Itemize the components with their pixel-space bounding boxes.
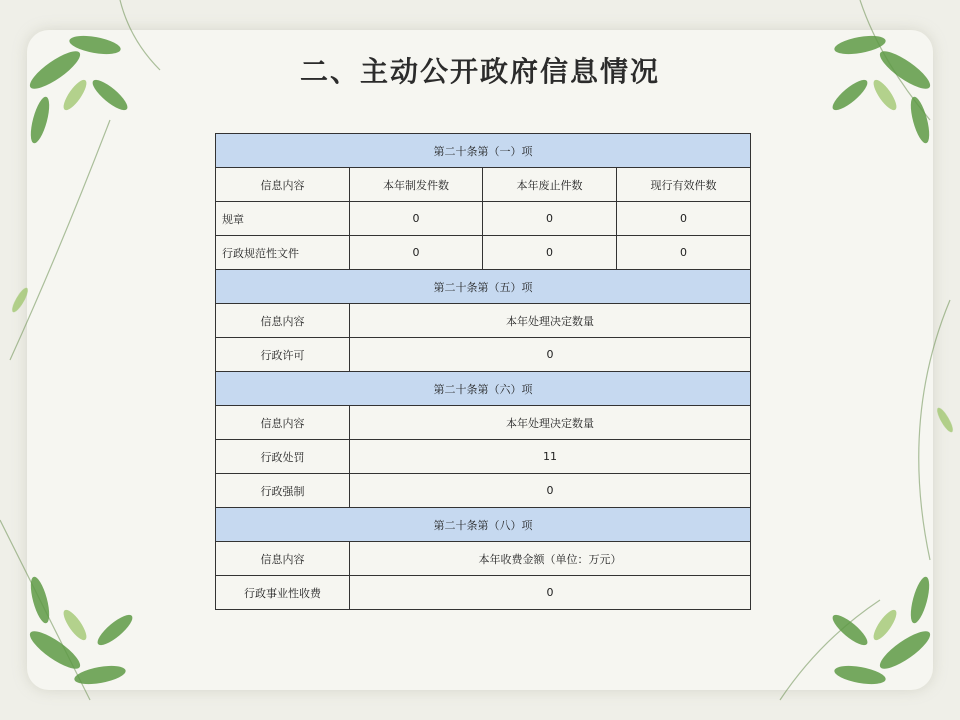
page-title: 二、主动公开政府信息情况 — [299, 55, 660, 88]
cell-value: 0 — [350, 576, 751, 610]
section-header: 第二十条第（五）项 — [216, 270, 751, 304]
column-header: 本年处理决定数量 — [350, 406, 751, 440]
row-label: 行政许可 — [216, 338, 350, 372]
section-header: 第二十条第（一）项 — [216, 134, 751, 168]
table-row — [216, 338, 751, 372]
column-header-row — [216, 168, 751, 202]
row-label: 行政事业性收费 — [216, 576, 350, 610]
column-header: 本年废止件数 — [483, 168, 617, 202]
column-header: 信息内容 — [216, 542, 350, 576]
table-row — [216, 474, 751, 508]
section-header-row — [216, 372, 751, 406]
table-row — [216, 236, 751, 270]
section-header: 第二十条第（八）项 — [216, 508, 751, 542]
cell-value: 0 — [350, 236, 483, 270]
column-header: 信息内容 — [216, 304, 350, 338]
column-header-row — [216, 406, 751, 440]
column-header: 信息内容 — [216, 406, 350, 440]
section-header-row — [216, 134, 751, 168]
section-header: 第二十条第（六）项 — [216, 372, 751, 406]
cell-value: 11 — [350, 440, 751, 474]
column-header: 本年制发件数 — [350, 168, 483, 202]
row-label: 行政处罚 — [216, 440, 350, 474]
cell-value: 0 — [350, 338, 751, 372]
table-row — [216, 576, 751, 610]
cell-value: 0 — [350, 474, 751, 508]
table-row — [216, 440, 751, 474]
column-header-row — [216, 542, 751, 576]
row-label: 行政规范性文件 — [216, 236, 350, 270]
column-header: 本年收费金额（单位：万元） — [350, 542, 751, 576]
cell-value: 0 — [350, 202, 483, 236]
info-table — [215, 133, 751, 610]
row-label: 规章 — [216, 202, 350, 236]
column-header: 现行有效件数 — [617, 168, 751, 202]
cell-value: 0 — [617, 202, 751, 236]
cell-value: 0 — [617, 236, 751, 270]
column-header-row — [216, 304, 751, 338]
table-row — [216, 202, 751, 236]
column-header: 本年处理决定数量 — [350, 304, 751, 338]
cell-value: 0 — [483, 236, 617, 270]
section-header-row — [216, 270, 751, 304]
section-header-row — [216, 508, 751, 542]
column-header: 信息内容 — [216, 168, 350, 202]
cell-value: 0 — [483, 202, 617, 236]
row-label: 行政强制 — [216, 474, 350, 508]
